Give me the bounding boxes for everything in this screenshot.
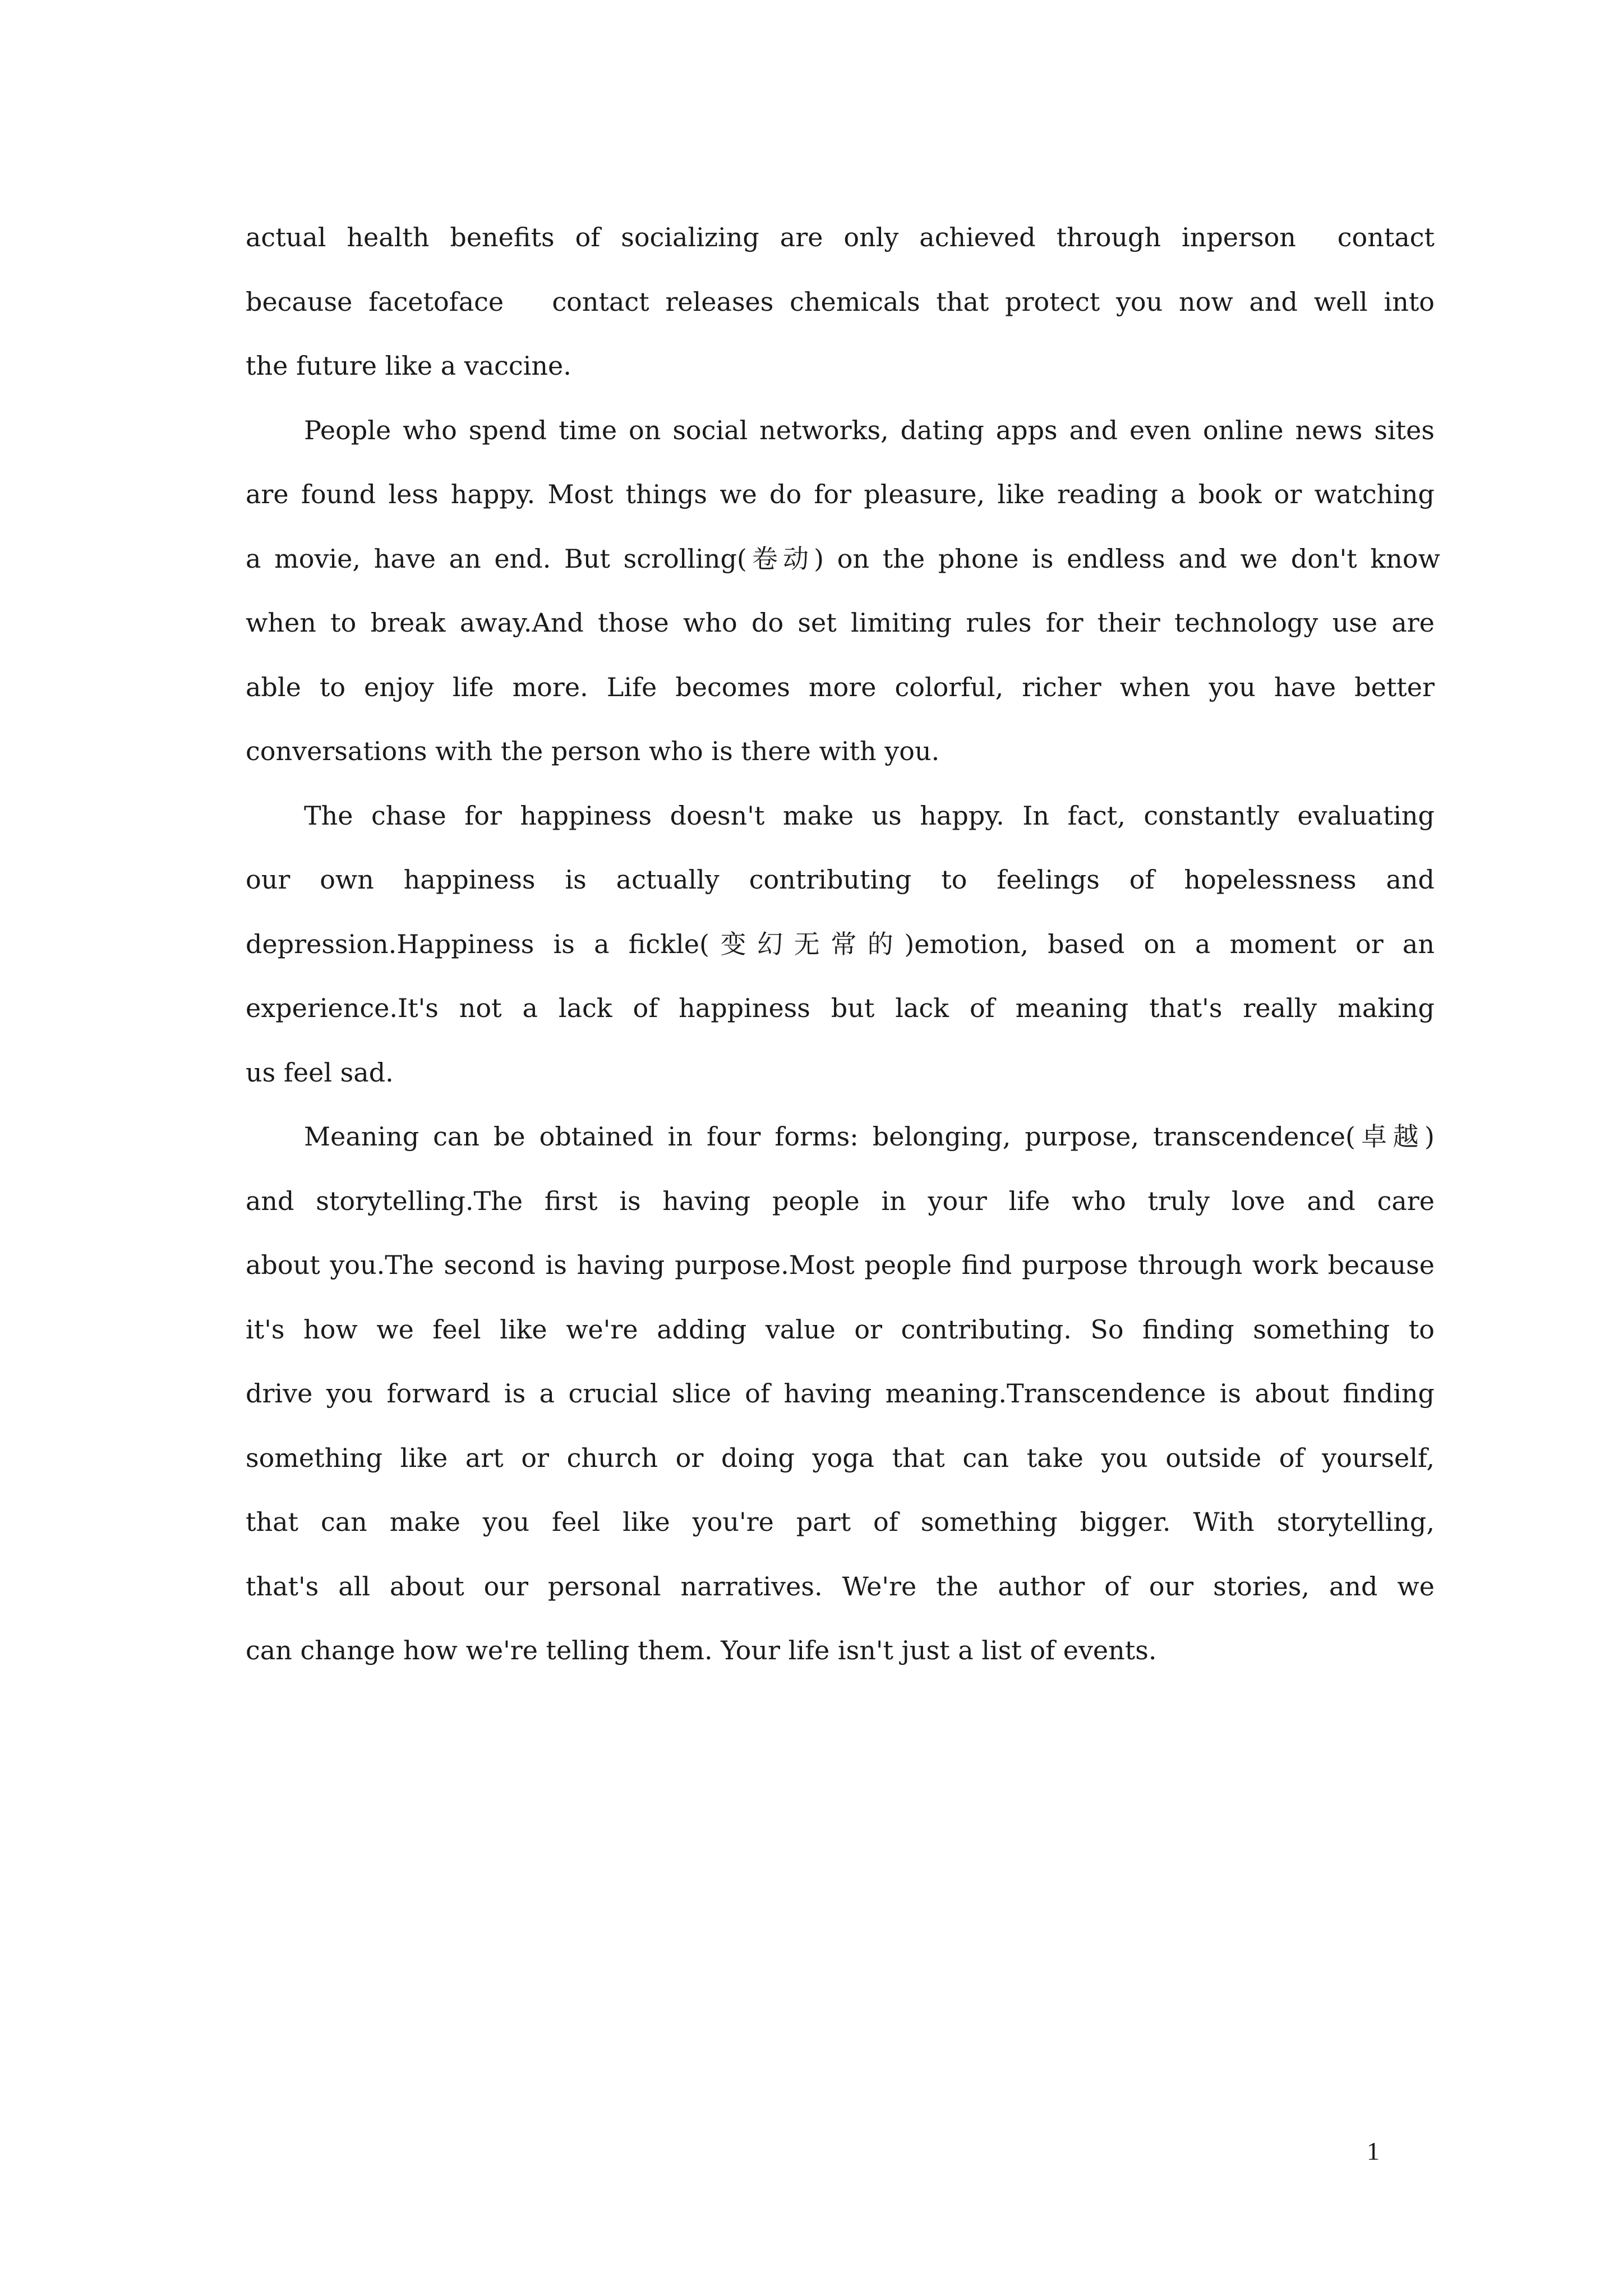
text-line: actual health benefits of socializing are only achieved through inperson contact (246, 222, 1435, 252)
text-line: that's all about our personal narratives. We're the author of our stories, and we (246, 1571, 1435, 1602)
text-line: experience.It's not a lack of happiness but lack of meaning that's really making (246, 993, 1435, 1023)
text-line: it's how we feel like we're adding value or contributing. So finding something to (246, 1314, 1435, 1345)
text-line: when to break away.And those who do set limiting rules for their technology use are (246, 608, 1435, 638)
text-line: and storytelling.The first is having people in your life who truly love and care (246, 1185, 1435, 1216)
text-line: Meaning can be obtained in four forms: belonging, purpose, transcendence(卓越) (304, 1121, 1435, 1152)
text-line: the future like a vaccine. (246, 351, 571, 381)
text-line: that can make you feel like you're part of something bigger. With storytelling, (246, 1507, 1435, 1537)
text-line: depression.Happiness is a fickle(变幻无常的)emotion, based on a moment or an (246, 928, 1435, 959)
page-number: 1 (1367, 2137, 1380, 2165)
text-line: can change how we're telling them. Your life isn't just a list of events. (246, 1635, 1157, 1665)
text-line: a movie, have an end. But scrolling(卷动) on the phone is endless and we don't know (246, 543, 1440, 574)
text-line: are found less happy. Most things we do for pleasure, like reading a book or watching (246, 479, 1435, 509)
text-line: drive you forward is a crucial slice of having meaning.Transcendence is about finding (246, 1378, 1435, 1409)
text-line: able to enjoy life more. Life becomes more colorful, richer when you have better (246, 671, 1435, 702)
text-line: conversations with the person who is there with you. (246, 736, 940, 766)
text-line: because facetoface contact releases chemicals that protect you now and well into (246, 286, 1435, 317)
text-line: us feel sad. (246, 1057, 394, 1088)
body-text (246, 205, 1440, 1683)
text-line: our own happiness is actually contributing to feelings of hopelessness and (246, 864, 1435, 895)
text-line: The chase for happiness doesn't make us happy. In fact, constantly evaluating (304, 800, 1435, 831)
text-line: People who spend time on social networks, dating apps and even online news sites (304, 415, 1435, 445)
text-line: something like art or church or doing yoga that can take you outside of yourself, (246, 1442, 1435, 1473)
text-line: about you.The second is having purpose.Most people find purpose through work because (246, 1250, 1435, 1280)
